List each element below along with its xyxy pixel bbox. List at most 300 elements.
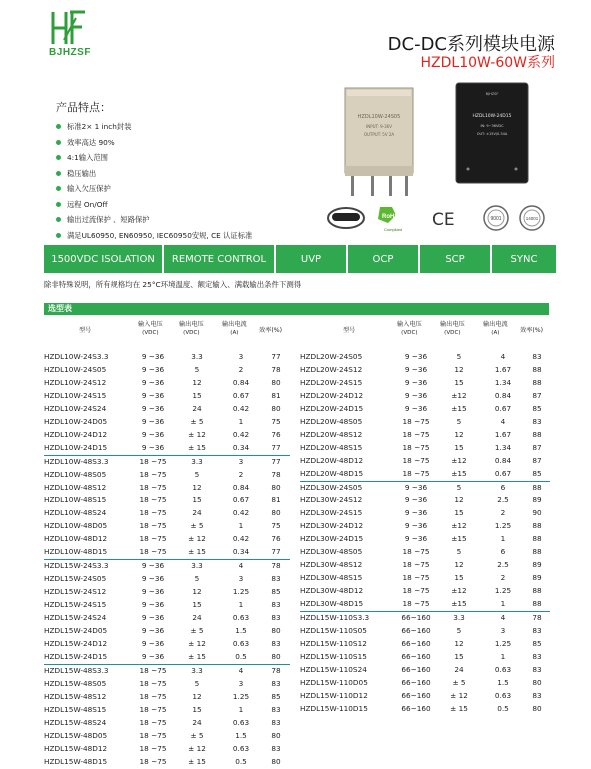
bullet-icon	[56, 155, 61, 160]
cell-output: ± 12	[450, 690, 468, 700]
header-input-label: 输入电压	[138, 321, 163, 328]
cell-model: HZDL15W-48D12	[44, 743, 108, 753]
cell-current: 1.25	[232, 691, 250, 701]
cell-input: 9 ~36	[132, 651, 174, 664]
table-row	[300, 520, 550, 533]
cell-input: 18 ~75	[402, 547, 430, 557]
table-row	[44, 351, 290, 364]
product-a-label: OUTPUT: 5V 2A	[363, 132, 395, 137]
cell-efficiency: 80	[271, 626, 281, 636]
page-title: DC-DC系列模块电源	[387, 34, 555, 55]
table-row	[300, 377, 550, 390]
cell-output: 3.3	[191, 456, 203, 466]
cell-output: 5	[194, 364, 200, 374]
rohs-cert-icon	[378, 207, 403, 232]
selection-table-left	[44, 351, 290, 769]
cell-output: 12	[454, 364, 464, 374]
header-input	[397, 321, 422, 337]
cell-current: 1.34	[494, 377, 512, 387]
header-input-label: 输入电压	[397, 321, 422, 328]
cell-current: 0.63	[232, 743, 250, 753]
cell-efficiency: 88	[524, 598, 550, 611]
cell-model: HZDL15W-110D15	[300, 703, 368, 713]
header-output	[179, 321, 204, 337]
cell-input: 9 ~36	[141, 638, 165, 648]
feature-item	[56, 135, 252, 151]
table-row	[44, 678, 290, 691]
cell-input: 9 ~36	[141, 587, 165, 597]
table-row	[44, 730, 290, 743]
cell-output: 12	[192, 377, 202, 387]
cell-efficiency: 77	[271, 456, 281, 466]
logo-mark-icon	[50, 10, 88, 46]
cell-output: 3.3	[453, 613, 465, 623]
cell-current: 2	[238, 364, 244, 374]
cell-efficiency: 77	[262, 442, 290, 455]
bullet-icon	[56, 217, 61, 222]
cell-model: HZDL30W-48D12	[300, 586, 364, 596]
cell-current: 4	[500, 352, 506, 361]
cell-model: HZDL20W-24S15	[300, 377, 363, 387]
cell-current: 1.5	[235, 730, 247, 740]
cell-current: 0.67	[482, 468, 524, 481]
cell-output: 12	[454, 560, 464, 570]
cell-output: 15	[454, 573, 464, 583]
cell-current: 1.25	[494, 521, 512, 531]
cell-output: ± 15	[174, 442, 220, 455]
table-row	[44, 377, 290, 390]
feature-sync: SYNC	[492, 245, 556, 273]
cell-output: 5	[194, 574, 200, 584]
cell-model: HZDL20W-48D12	[300, 455, 364, 465]
cell-efficiency: 88	[532, 482, 542, 492]
cell-output: ±12	[451, 455, 467, 465]
cell-current: 4	[500, 416, 506, 426]
header-current	[222, 321, 247, 337]
cell-model: HZDL20W-24D15	[300, 403, 364, 413]
cell-efficiency: 87	[532, 442, 542, 452]
table-row	[300, 638, 550, 651]
cell-current: 1.67	[494, 429, 512, 439]
cell-efficiency: 83	[271, 743, 281, 753]
iso14001-cert-icon	[520, 206, 544, 230]
cell-input: 9 ~36	[404, 482, 428, 492]
cell-current: 1.5	[497, 677, 509, 687]
cell-efficiency: 88	[532, 521, 542, 531]
cell-model: HZDL20W-24S05	[300, 352, 363, 361]
cell-input: 18 ~75	[139, 456, 167, 466]
cell-output: 15	[454, 377, 464, 387]
cell-model: HZDL30W-24S05	[300, 482, 363, 492]
feature-item	[56, 197, 252, 213]
table-row	[44, 625, 290, 638]
cell-efficiency: 81	[271, 495, 281, 505]
feature-uvp: UVP	[276, 245, 346, 273]
header-output-unit: (VDC)	[444, 330, 461, 336]
cell-efficiency: 81	[271, 390, 281, 400]
cell-output: ± 15	[188, 756, 206, 766]
cell-input: 18 ~75	[132, 546, 174, 559]
table-row	[300, 481, 550, 494]
cell-input: 18 ~75	[139, 665, 167, 675]
table-row	[44, 586, 290, 599]
bullet-icon	[56, 171, 61, 176]
cell-input: 18 ~75	[139, 469, 167, 479]
table-row	[300, 429, 550, 442]
feature-text: 效率高达 90%	[67, 137, 115, 147]
cell-model: HZDL10W-48S15	[44, 495, 107, 505]
cell-input: 66~160	[401, 690, 431, 700]
cell-model: HZDL30W-24S12	[300, 495, 363, 505]
cell-model: HZDL15W-110S05	[300, 626, 367, 636]
cell-efficiency: 83	[532, 416, 542, 426]
table-row	[44, 717, 290, 730]
cell-input: 18 ~75	[402, 416, 430, 426]
header-input	[138, 321, 163, 337]
cell-model: HZDL15W-48S05	[44, 678, 107, 688]
cell-efficiency: 83	[532, 352, 542, 361]
cell-output: 15	[192, 600, 202, 610]
header-current-unit: (A)	[491, 330, 500, 336]
header-output-label: 输出电压	[440, 321, 465, 328]
feature-item	[56, 166, 252, 182]
table-row	[44, 455, 290, 468]
cell-model: HZDL15W-24S05	[44, 574, 107, 584]
cell-current: 0.63	[494, 664, 512, 674]
cell-efficiency: 88	[532, 364, 542, 374]
cell-efficiency: 88	[532, 586, 542, 596]
cell-model: HZDL20W-48S05	[300, 416, 363, 426]
cell-input: 18 ~75	[139, 534, 167, 544]
cell-current: 0.67	[494, 403, 512, 413]
cell-current: 1.5	[235, 626, 247, 636]
cell-current: 3	[500, 626, 506, 636]
cell-input: 18 ~75	[139, 730, 167, 740]
cell-input: 9 ~36	[404, 352, 428, 361]
header-input-unit: (VDC)	[142, 330, 159, 336]
cell-output: 15	[454, 651, 464, 661]
cell-current: 0.42	[232, 403, 250, 413]
bullet-icon	[56, 202, 61, 207]
cell-model: HZDL10W-48S05	[44, 469, 107, 479]
features-title: 产品特点：	[56, 101, 111, 114]
cell-current: 1	[238, 416, 244, 426]
cell-output: 12	[192, 482, 202, 492]
cell-efficiency: 76	[271, 429, 281, 439]
svg-text:Compliant: Compliant	[384, 227, 403, 232]
feature-text: 满足UL60950, EN60950, IEC60950安规, CE 认证标准	[67, 230, 253, 240]
cell-input: 18 ~75	[139, 678, 167, 688]
table-row	[44, 507, 290, 520]
cell-current: 0.63	[232, 638, 250, 648]
cell-input: 9 ~36	[141, 600, 165, 610]
cell-efficiency: 85	[532, 638, 542, 648]
table-row	[300, 507, 550, 520]
ce-cert-icon	[432, 210, 455, 230]
header-output	[440, 321, 465, 337]
iso9001-cert-icon	[484, 206, 508, 230]
cell-current: 2	[500, 508, 506, 518]
cell-current: 4	[238, 665, 244, 675]
table-row	[300, 468, 550, 481]
cell-output: 15	[192, 704, 202, 714]
cell-model: HZDL15W-48S12	[44, 691, 107, 701]
bullet-icon	[56, 233, 61, 238]
feature-text: 远程 On/Off	[67, 199, 108, 209]
cell-input: 9 ~36	[404, 521, 428, 531]
cell-current: 0.84	[232, 482, 250, 492]
cell-current: 0.42	[232, 429, 250, 439]
cell-model: HZDL15W-110D05	[300, 677, 368, 687]
cell-current: 0.63	[494, 690, 512, 700]
cell-input: 9 ~36	[141, 574, 165, 584]
cell-output: 15	[192, 495, 202, 505]
cell-current: 0.5	[220, 651, 262, 664]
cell-current: 3	[238, 574, 244, 584]
cell-efficiency: 89	[532, 573, 542, 583]
cell-input: 18 ~75	[139, 717, 167, 727]
cell-current: 3	[238, 352, 244, 361]
table-row	[44, 599, 290, 612]
cell-efficiency: 80	[271, 403, 281, 413]
table-row	[44, 520, 290, 533]
cell-current: 2	[238, 469, 244, 479]
cell-output: 12	[454, 638, 464, 648]
cell-output: ±12	[451, 390, 467, 400]
cell-input: 18 ~75	[402, 429, 430, 439]
header-efficiency: 效率(%)	[259, 327, 283, 334]
cell-efficiency: 85	[271, 691, 281, 701]
cell-efficiency: 80	[271, 730, 281, 740]
cell-efficiency: 83	[271, 600, 281, 610]
cell-output: 15	[454, 508, 464, 518]
cell-input: 9 ~36	[141, 626, 165, 636]
cell-efficiency: 90	[532, 508, 542, 518]
table-row	[300, 390, 550, 403]
cell-efficiency: 80	[532, 703, 542, 713]
cell-input: 9 ~36	[141, 416, 165, 426]
table-row	[300, 690, 550, 703]
cell-current: 0.84	[494, 390, 512, 400]
cell-model: HZDL10W-48S24	[44, 508, 107, 518]
header-model: 型号	[343, 327, 356, 334]
cell-output: ±15	[436, 598, 482, 611]
cell-input: 18 ~75	[402, 573, 430, 583]
cell-current: 0.84	[494, 455, 512, 465]
cell-model: HZDL30W-24D15	[300, 534, 364, 544]
cell-output: 3.3	[191, 352, 203, 361]
cell-current: 0.63	[232, 613, 250, 623]
cell-current: 1.34	[494, 442, 512, 452]
cell-input: 9 ~36	[404, 508, 428, 518]
cell-current: 1.25	[494, 638, 512, 648]
feature-text: 稳压输出	[67, 168, 97, 178]
cell-model: HZDL15W-24S24	[44, 613, 107, 623]
cell-model: HZDL10W-48S12	[44, 482, 107, 492]
table-row	[44, 573, 290, 586]
cell-input: 66~160	[401, 664, 431, 674]
cell-efficiency: 78	[271, 561, 281, 571]
cell-model: HZDL30W-48S05	[300, 547, 363, 557]
cell-output: ± 5	[452, 677, 466, 687]
table-row	[44, 469, 290, 482]
table-row	[44, 638, 290, 651]
company-logo	[38, 10, 102, 62]
svg-text:9001: 9001	[490, 216, 502, 222]
cell-input: 9 ~36	[141, 377, 165, 387]
cell-efficiency: 80	[271, 377, 281, 387]
cell-input: 66~160	[401, 638, 431, 648]
cell-output: 24	[192, 403, 202, 413]
feature-item	[56, 181, 252, 197]
cell-efficiency: 78	[271, 364, 281, 374]
product-b-label: IN: 9~36VDC	[480, 124, 504, 128]
cell-efficiency: 83	[271, 613, 281, 623]
cell-efficiency: 78	[271, 469, 281, 479]
cell-model: HZDL15W-24D12	[44, 638, 108, 648]
cell-model: HZDL15W-24S12	[44, 587, 107, 597]
cell-efficiency: 83	[532, 664, 542, 674]
cell-efficiency: 78	[532, 613, 542, 623]
table-row	[300, 612, 550, 625]
cell-efficiency: 88	[532, 377, 542, 387]
cell-input: 18 ~75	[402, 455, 430, 465]
table-row	[300, 677, 550, 690]
cell-input: 66~160	[401, 626, 431, 636]
table-row	[300, 351, 550, 364]
cell-model: HZDL20W-24D12	[300, 390, 364, 400]
cell-input: 18 ~75	[402, 560, 430, 570]
cell-model: HZDL20W-48S12	[300, 429, 363, 439]
test-conditions-note: 除非特殊说明，所有规格均在 25°C环境温度、额定输入、满载输出条件下测得	[44, 280, 302, 289]
cell-current: 0.42	[232, 534, 250, 544]
cell-output: 3.3	[191, 665, 203, 675]
cell-efficiency: 83	[532, 651, 542, 661]
cell-current: 0.67	[232, 390, 250, 400]
cell-input: 18 ~75	[402, 586, 430, 596]
cell-output: ± 12	[188, 534, 206, 544]
table-row	[44, 612, 290, 625]
cell-model: HZDL10W-24D05	[44, 416, 108, 426]
header-efficiency: 效率(%)	[520, 327, 544, 334]
cell-model: HZDL30W-48D15	[300, 598, 396, 611]
cell-efficiency: 80	[271, 756, 281, 766]
cell-output: 24	[192, 717, 202, 727]
cell-model: HZDL20W-24S12	[300, 364, 363, 374]
cell-model: HZDL10W-24D12	[44, 429, 108, 439]
cell-output: ±15	[451, 534, 467, 544]
header-current-unit: (A)	[230, 330, 239, 336]
cell-input: 9 ~36	[141, 352, 165, 361]
cell-efficiency: 77	[271, 352, 281, 361]
header-current	[483, 321, 508, 337]
cell-efficiency: 88	[532, 534, 542, 544]
cell-output: 24	[192, 613, 202, 623]
cell-input: 18 ~75	[139, 756, 167, 766]
cell-input: 9 ~36	[141, 561, 165, 571]
cell-current: 0.5	[497, 703, 509, 713]
table-row	[44, 442, 290, 455]
cell-efficiency: 88	[532, 547, 542, 557]
cell-output: 5	[194, 678, 200, 688]
cell-current: 0.34	[220, 546, 262, 559]
cell-output: ± 15	[174, 546, 220, 559]
bullet-icon	[56, 140, 61, 145]
cell-output: ± 5	[190, 416, 204, 426]
cell-model: HZDL15W-48D15	[44, 756, 108, 766]
cell-efficiency: 87	[532, 390, 542, 400]
cell-output: 3.3	[191, 561, 203, 571]
selection-table-right	[300, 351, 550, 716]
table-row	[44, 651, 290, 664]
cell-input: 18 ~75	[139, 495, 167, 505]
svg-text:CE: CE	[432, 210, 455, 230]
cell-output: 12	[192, 587, 202, 597]
cell-model: HZDL15W-110S24	[300, 664, 367, 674]
cell-output: ±15	[451, 403, 467, 413]
cell-model: HZDL10W-24S05	[44, 364, 107, 374]
cell-output: 24	[192, 508, 202, 518]
cell-current: 3	[238, 456, 244, 466]
cell-current: 1	[238, 521, 244, 531]
table-row	[300, 442, 550, 455]
cell-model: HZDL15W-48S24	[44, 717, 107, 727]
feature-ocp: OCP	[348, 245, 418, 273]
cell-input: 9 ~36	[404, 364, 428, 374]
cell-efficiency: 88	[532, 429, 542, 439]
table-row	[300, 494, 550, 507]
cell-model: HZDL10W-24D15	[44, 442, 132, 455]
cell-efficiency: 87	[532, 455, 542, 465]
cell-input: 9 ~36	[404, 390, 428, 400]
cell-model: HZDL10W-48S3.3	[44, 456, 109, 466]
cell-current: 0.42	[232, 508, 250, 518]
header-output-unit: (VDC)	[183, 330, 200, 336]
cell-current: 0.63	[232, 717, 250, 727]
table-row	[300, 664, 550, 677]
table-row	[300, 546, 550, 559]
cell-input: 18 ~75	[396, 598, 436, 611]
cell-output: ± 12	[188, 429, 206, 439]
cell-model: HZDL15W-110D12	[300, 690, 368, 700]
header-current-label: 输出电流	[483, 321, 508, 328]
feature-item	[56, 212, 252, 228]
cell-model: HZDL15W-110S3.3	[300, 613, 370, 623]
table-row	[44, 743, 290, 756]
cell-output: 24	[454, 664, 464, 674]
cell-efficiency: 75	[271, 521, 281, 531]
cell-input: 9 ~36	[404, 495, 428, 505]
bullet-icon	[56, 124, 61, 129]
bullet-icon	[56, 186, 61, 191]
cell-efficiency: 85	[524, 468, 550, 481]
cell-input: 9 ~36	[404, 403, 428, 413]
cell-current: 1	[500, 534, 506, 544]
cell-output: 5	[194, 469, 200, 479]
cell-model: HZDL20W-48S15	[300, 442, 363, 452]
cell-current: 0.67	[232, 495, 250, 505]
cell-current: 6	[500, 482, 506, 492]
cell-efficiency: 85	[532, 403, 542, 413]
cell-output: ±15	[436, 468, 482, 481]
cell-input: 66~160	[401, 677, 431, 687]
table-row	[300, 416, 550, 429]
table-row	[300, 533, 550, 546]
cell-output: ± 12	[188, 743, 206, 753]
header-current-label: 输出电流	[222, 321, 247, 328]
cell-output: ± 12	[188, 638, 206, 648]
cell-output: 5	[456, 626, 462, 636]
